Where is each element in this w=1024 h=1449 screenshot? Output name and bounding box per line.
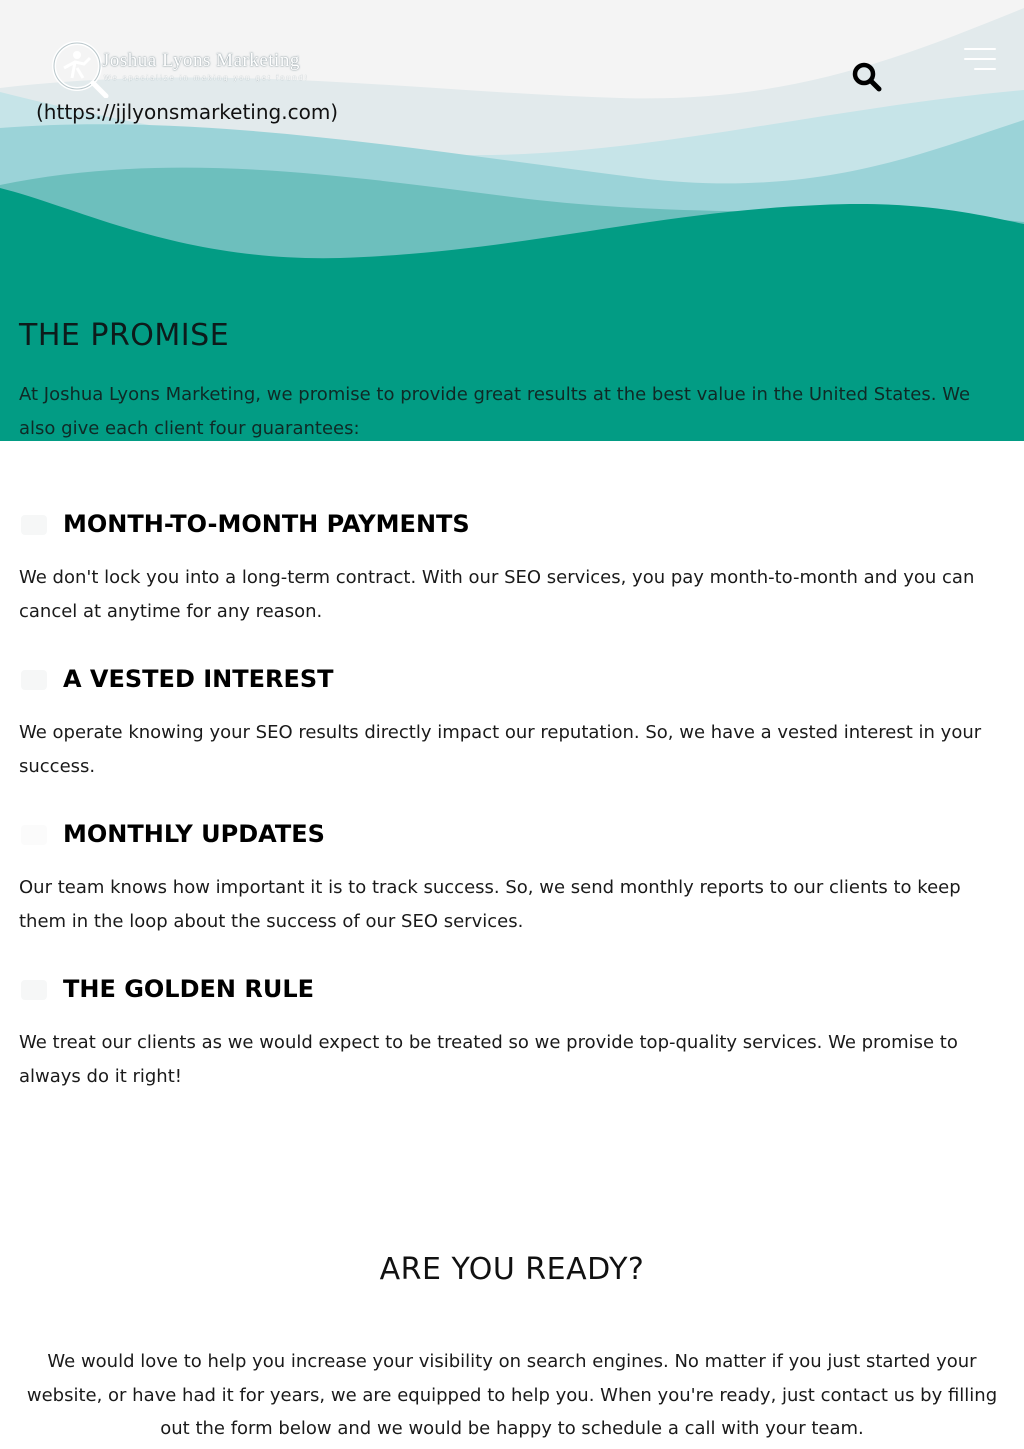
guarantee-text: We operate knowing your SEO results directly impact our reputation. So, we have a vested interest in your success. [19, 722, 982, 777]
ready-text: We would love to help you increase your visibility on search engines. No matter if you just started your website, or have had it for years, we are equipped to help you. When you're ready, just contact us by filling out the form below and we would be happy to schedule a call with your team. [26, 1351, 998, 1439]
guarantee-item [19, 507, 1009, 629]
guarantee-item [19, 662, 1009, 784]
guarantee-title: THE GOLDEN RULE [63, 975, 315, 1003]
search-button[interactable] [850, 60, 884, 94]
guarantee-icon [19, 666, 51, 694]
site-url-text: (https://jjlyonsmarketing.com) [36, 100, 339, 124]
guarantee-title: MONTH-TO-MONTH PAYMENTS [63, 510, 470, 538]
search-icon [850, 60, 884, 94]
guarantee-item [19, 972, 1009, 1094]
guarantee-icon [19, 821, 51, 849]
guarantee-text: Our team knows how important it is to track success. So, we send monthly reports to our clients to keep them in the loop about the success of our SEO services. [19, 877, 961, 932]
guarantee-item [19, 817, 1009, 939]
hamburger-menu-icon [964, 48, 996, 50]
guarantee-title: MONTHLY UPDATES [63, 820, 325, 848]
hamburger-menu-button[interactable] [960, 46, 996, 74]
guarantee-icon [19, 976, 51, 1004]
guarantee-title: A VESTED INTEREST [63, 665, 334, 693]
promise-intro: At Joshua Lyons Marketing, we promise to provide great results at the best value in the United States. We also give each client four guarantees: [19, 384, 971, 439]
logo-link[interactable] [50, 38, 350, 98]
guarantee-text: We don't lock you into a long-term contract. With our SEO services, you pay month-to-month and you can cancel at anytime for any reason. [19, 567, 975, 622]
hamburger-menu-line [964, 58, 996, 60]
hero-banner [0, 0, 1024, 441]
logo-icon [50, 38, 110, 98]
logo-name: Joshua Lyons Marketing [102, 50, 300, 71]
hamburger-menu-line [974, 68, 996, 70]
guarantee-text: We treat our clients as we would expect to be treated so we provide top-quality services. We promise to always do it right! [19, 1032, 958, 1087]
promise-heading: THE PROMISE [19, 318, 230, 353]
guarantee-icon [19, 511, 51, 539]
ready-heading: ARE YOU READY? [379, 1252, 645, 1287]
logo-tagline: We specialize in making you get found! [104, 75, 309, 82]
